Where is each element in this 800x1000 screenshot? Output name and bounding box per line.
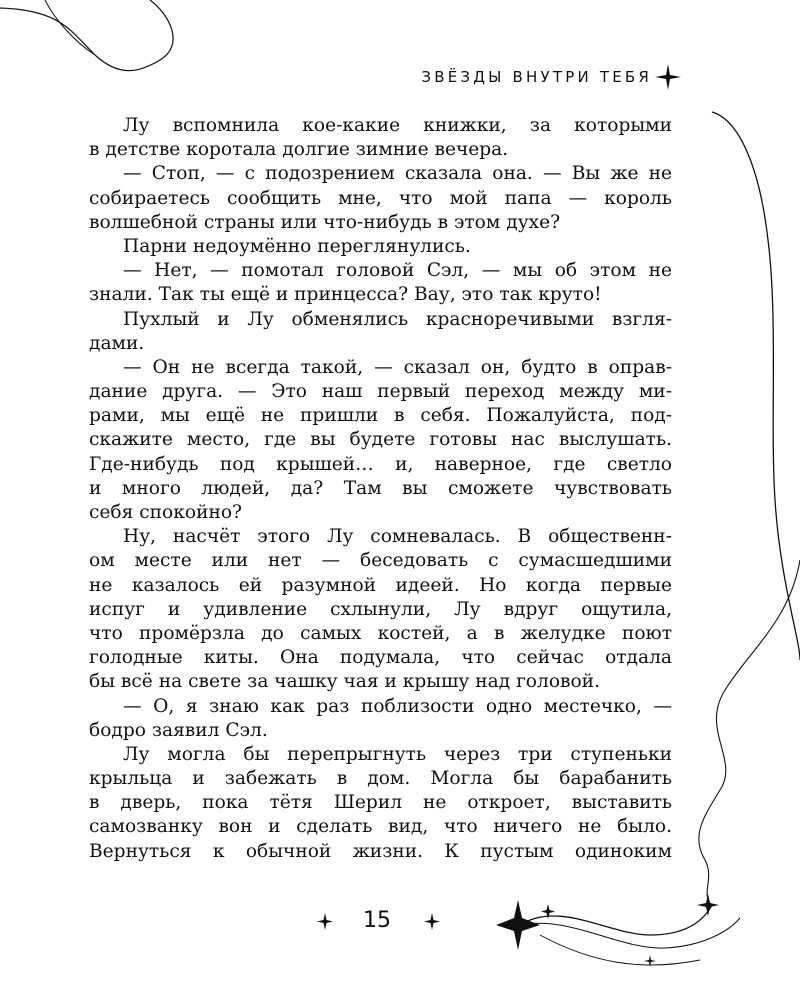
- shooting-star-trail-icon: [520, 905, 712, 935]
- small-star-icon-2: [697, 894, 719, 916]
- running-title: ЗВЁЗДЫ ВНУТРИ ТЕБЯ: [421, 68, 652, 86]
- text-line: знали. Так ты ещё и принцесса? Вау, это так круто!: [89, 284, 602, 306]
- shooting-star-trail-icon-3: [540, 935, 700, 965]
- text-line: собираетесь сообщить мне, что мой папа — король: [89, 187, 672, 209]
- footer-left-sparkle-icon: [317, 913, 333, 930]
- page-number: 15: [363, 908, 391, 933]
- top-swirl-line-icon: [0, 0, 173, 71]
- text-line: не казалось ей разумной идеей. Но когда первые: [89, 574, 672, 596]
- text-line: волшебной страны или что-нибудь в этом духе?: [89, 211, 561, 233]
- text-line: дание друга. — Это наш первый переход между ми-: [89, 381, 672, 403]
- text-line: дами.: [89, 332, 145, 354]
- text-line: крыльца и забежать в дом. Могла бы барабанить: [89, 768, 672, 790]
- text-line: голодные киты. Она подумала, что сейчас отдала: [89, 647, 672, 669]
- footer-right-sparkle-icon: [424, 913, 440, 930]
- text-line: Лу вспомнила кое-какие книжки, за которыми: [123, 115, 672, 136]
- small-star-icon-3: [644, 955, 656, 967]
- text-line: рами, мы ещё не пришли в себя. Пожалуйста, под-: [89, 405, 672, 427]
- small-star-icon-1: [541, 904, 555, 919]
- top-swirl-line-icon-2: [45, 0, 95, 55]
- text-line: бодро заявил Сэл.: [89, 719, 268, 741]
- text-line: Лу могла бы перепрыгнуть через три ступеньки: [123, 743, 672, 765]
- text-line: в дверь, пока тётя Шерил не откроет, выставить: [89, 792, 672, 814]
- text-line: Ну, насчёт этого Лу сомневалась. В общественн-: [123, 526, 672, 548]
- text-line: испуг и удивление схлынули, Лу вдруг ощутила,: [89, 598, 672, 620]
- text-line: в детстве коротала долгие зимние вечера.: [89, 139, 509, 161]
- text-line: Парни недоумённо переглянулись.: [123, 235, 471, 257]
- shooting-star-trail-icon-2: [520, 918, 740, 948]
- header-sparkle-icon: [655, 64, 681, 90]
- big-star-icon: [496, 900, 540, 950]
- text-line: — Он не всегда такой, — сказал он, будто в оправ-: [123, 356, 672, 378]
- text-line: — Нет, — помотал головой Сэл, — мы об этом не: [123, 260, 672, 282]
- text-line: Вернуться к обычной жизни. К пустым одиноким: [89, 840, 672, 862]
- right-swirl-line-icon: [712, 112, 800, 660]
- text-line: и много людей, да? Там вы сможете чувствовать: [89, 477, 672, 499]
- text-line: — Стоп, — с подозрением сказала она. — Вы же не: [123, 163, 672, 185]
- body-text: [89, 114, 672, 864]
- text-line: — О, я знаю как раз поблизости одно местечко, —: [123, 695, 672, 717]
- text-line: бы всё на свете за чашку чая и крышу над головой.: [89, 671, 600, 693]
- text-line: скажите место, где вы будете готовы нас выслушать.: [89, 429, 672, 451]
- right-swirl-line-icon-2: [699, 560, 800, 905]
- text-line: самозванку вон и сделать вид, что ничего не было.: [89, 816, 672, 838]
- text-line: себя спокойно?: [89, 502, 243, 523]
- text-line: Пухлый и Лу обменялись красноречивыми взгля-: [123, 308, 672, 330]
- text-line: Где-нибудь под крышей… и, наверное, где светло: [89, 453, 672, 475]
- text-line: ом месте или нет — беседовать с сумасшедшими: [89, 550, 672, 572]
- text-line: что промёрзла до самых костей, а в желудке поют: [89, 622, 672, 644]
